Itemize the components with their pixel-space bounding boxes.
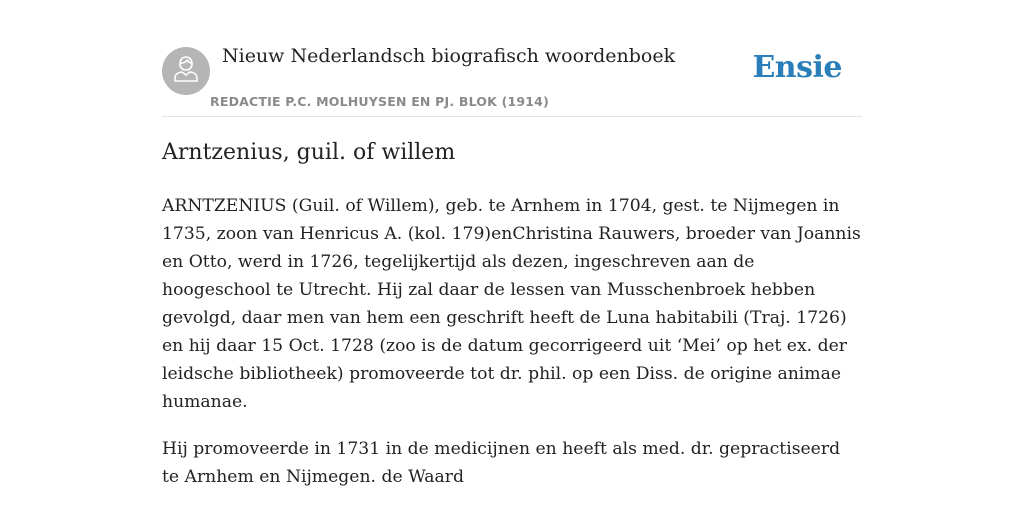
source-subtitle: REDACTIE P.C. MOLHUYSEN EN PJ. BLOK (1914) xyxy=(210,94,549,109)
source-title[interactable]: Nieuw Nederlandsch biografisch woordenboek xyxy=(222,45,676,67)
page-container xyxy=(162,0,862,487)
user-icon xyxy=(173,55,199,87)
entry-paragraph: ARNTZENIUS (Guil. of Willem), geb. te Arnhem in 1704, gest. te Nijmegen in 1735, zoon van Henricus A. (kol. 179)enChristina Rauwers, broeder van Joannis en Otto, werd in 1726, tegelijkertijd als dezen, ingeschreven aan de hoogeschool te Utrecht. Hij zal daar de lessen van Musschenbroek hebben gevolgd, daar men van hem een geschrift heeft de Luna habitabili (Traj. 1726) en hij daar 15 Oct. 1728 (zoo is de datum gecorrigeerd uit ‘Mei’ op het ex. der leidsche bibliotheek) promoveerde tot dr. phil. op een Diss. de origine animae humanae. xyxy=(162,196,861,412)
avatar[interactable] xyxy=(162,47,210,95)
brand-logo[interactable]: Ensie xyxy=(752,50,842,85)
entry-paragraph: Hij promoveerde in 1731 in de medicijnen en heeft als med. dr. gepractiseerd te Arnhem en Nijmegen. de Waard xyxy=(162,439,841,487)
page-title: Arntzenius, guil. of willem xyxy=(162,140,456,165)
source-header xyxy=(162,0,862,117)
entry-body xyxy=(162,192,862,510)
